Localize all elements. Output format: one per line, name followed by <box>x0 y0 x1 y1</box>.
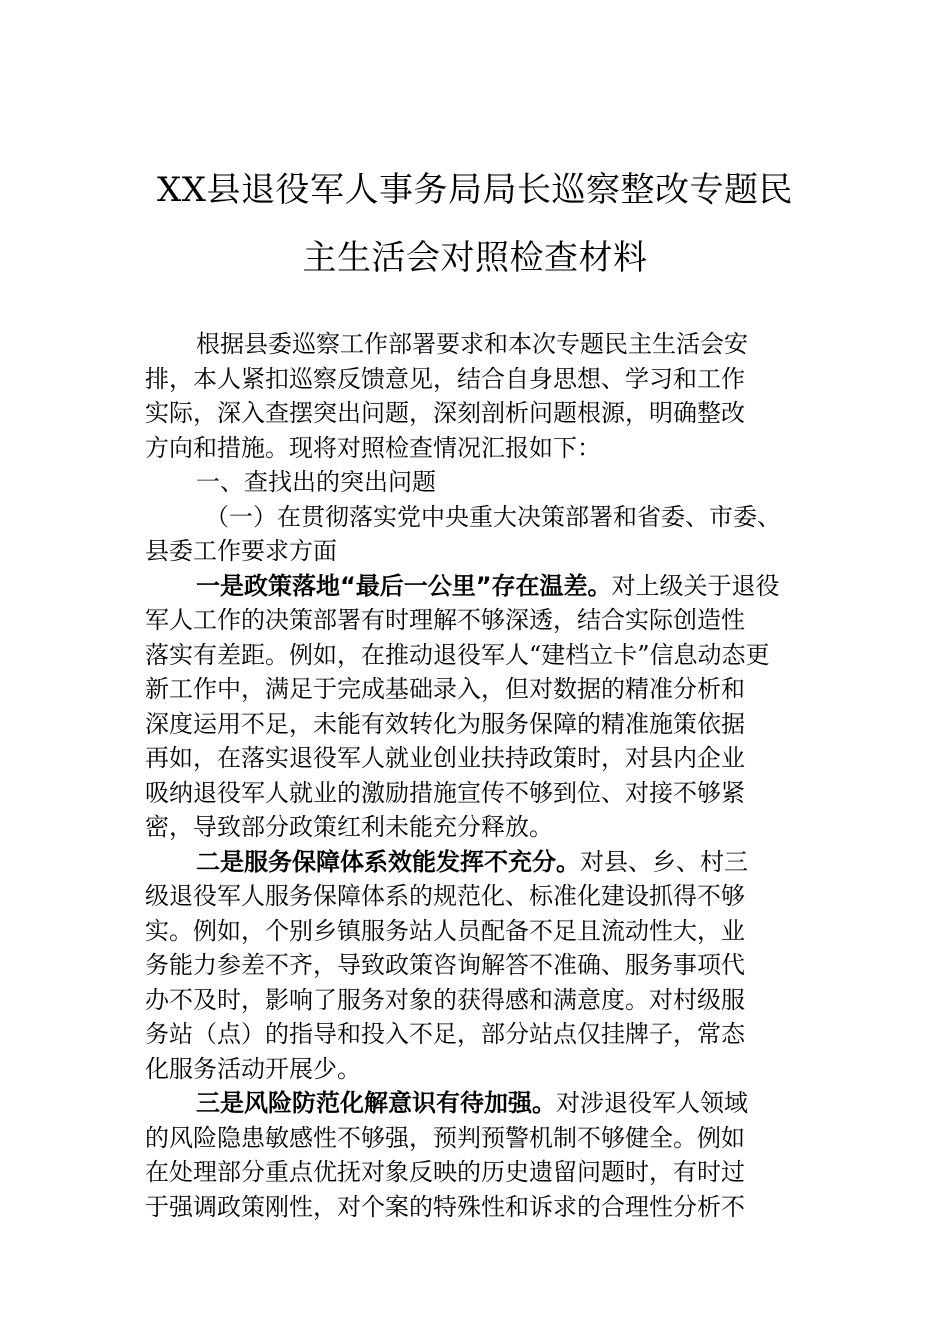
paragraph-line: 务能力参差不齐，导致政策咨询解答不准确、服务事项代 <box>145 951 745 979</box>
paragraph-line: 于强调政策刚性，对个案的特殊性和诉求的合理性分析不 <box>145 1192 745 1221</box>
paragraph-line: 级退役军人服务保障体系的规范化、标准化建设抓得不够 <box>145 882 745 910</box>
point-heading: 三是风险防范化解意识有待加强。 <box>196 1089 556 1117</box>
paragraph-line <box>145 1086 825 1121</box>
paragraph-line: 密，导致部分政策红利未能充分释放。 <box>145 813 553 841</box>
paragraph-line: 办不及时，影响了服务对象的获得感和满意度。对村级服 <box>145 985 745 1014</box>
paragraph-line: 再如，在落实退役军人就业创业扶持政策时，对县内企业 <box>145 744 745 772</box>
subsection-heading: （一）在贯彻落实党中央重大决策部署和省委、市委、 <box>205 502 781 531</box>
paragraph-line: 在处理部分重点优抚对象反映的历史遗留问题时，有时过 <box>145 1158 745 1186</box>
paragraph-line: 实。例如，个别乡镇服务站人员配备不足且流动性大，业 <box>145 916 745 945</box>
paragraph-line: 深度运用不足，未能有效转化为服务保障的精准施策依据 <box>145 709 745 738</box>
paragraph-text: 对涉退役军人领域 <box>556 1089 748 1117</box>
paragraph-line: 排，本人紧扣巡察反馈意见，结合自身思想、学习和工作 <box>145 364 745 393</box>
paragraph-line <box>145 569 825 604</box>
paragraph-line: 军人工作的决策部署有时理解不够深透，结合实际创造性 <box>145 606 745 634</box>
document-body <box>145 327 825 1224</box>
paragraph-line: 化服务活动开展少。 <box>145 1054 361 1083</box>
paragraph-line: 根据县委巡察工作部署要求和本次专题民主生活会安 <box>196 330 748 358</box>
subsection-heading-continued: 县委工作要求方面 <box>145 537 337 565</box>
paragraph-line: 吸纳退役军人就业的激励措施宣传不够到位、对接不够紧 <box>145 778 745 807</box>
section-heading: 一、查找出的突出问题 <box>196 468 436 496</box>
paragraph-line: 方向和措施。现将对照检查情况汇报如下： <box>145 433 601 462</box>
paragraph-text: 对上级关于退役 <box>611 571 780 600</box>
paragraph-line: 务站（点）的指导和投入不足，部分站点仅挂牌子，常态 <box>145 1020 745 1048</box>
point-heading: 二是服务保障体系效能发挥不充分。 <box>196 847 580 876</box>
document-title-line-1: XX县退役军人事务局局长巡察整改专题民 <box>157 170 793 210</box>
paragraph-text: 对县、乡、村三 <box>580 847 748 876</box>
point-heading: 一是政策落地“最后一公里”存在温差。 <box>196 571 612 600</box>
paragraph-line: 的风险隐患敏感性不够强，预判预警机制不够健全。例如 <box>145 1123 745 1152</box>
paragraph-line: 新工作中，满足于完成基础录入，但对数据的精准分析和 <box>145 675 745 703</box>
paragraph-line: 实际，深入查摆突出问题，深刻剖析问题根源，明确整改 <box>145 399 745 427</box>
paragraph-line <box>145 845 825 880</box>
document-title-line-2: 主生活会对照检查材料 <box>302 238 648 278</box>
paragraph-line: 落实有差距。例如，在推动退役军人“建档立卡”信息动态更 <box>145 640 770 669</box>
